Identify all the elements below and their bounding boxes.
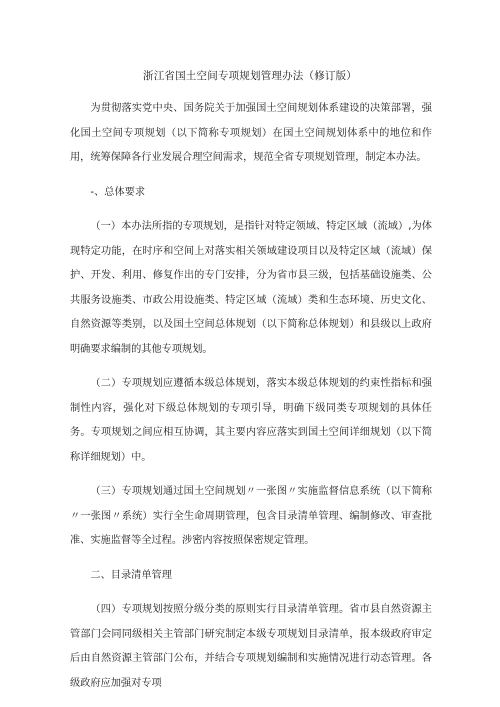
paragraph-article-3: （三）专项规划通过国土空间规划〃一张图〃实施监督信息系统（以下简称〃一张图〃系统）实行全生命周期管理，包含目录清单管理、编制修改、审查批准、实施监督等全过程。涉密内容按照保密规定管理。 [70,486,432,546]
paragraph-article-2: （二）专项规划应遵循本级总体规划，落实本级总体规划的约束性指标和强制性内容，强化对下级总体规划的专项引导，明确下级同类专项规划的具体任务。专项规划之间应相互协调，其主要内容应落实到国土空间详细规划（以下简称详细规划）中。 [70,378,432,463]
document-title: 浙江省国土空间专项规划管理办法（修订版） [143,70,357,82]
paragraph-article-4: （四）专项规划按照分级分类的原则实行目录清单管理。省市县自然资源主管部门会同同级相关主管部门研究制定本级专项规划目录清单，报本级政府审定后由自然资源主管部门公布，并结合专项规划编制和实施情况进行动态管理。各级政府应加强对专项 [70,604,432,689]
intro-paragraph: 为贯彻落实党中央、国务院关于加强国土空间规划体系建设的决策部署，强化国土空间专项规划（以下简称专项规划）在国土空间规划体系中的地位和作用，统筹保障各行业发展合理空间需求，规范全省专项规划管理，制定本办法。 [70,103,432,163]
document-body [70,97,432,696]
paragraph-article-1: （一）本办法所指的专项规划，是指针对特定领域、特定区域（流域）,为体现特定功能，在时序和空间上对落实相关领域建设项目以及特定区域（流域）保护、开发、利用、修复作出的专门安排，分为省市县三级，包括基础设施类、公共服务设施类、市政公用设施类、特定区域（流域）类和生态环境、历史文化、自然资源等类别，以及国土空间总体规划（以下简称总体规划）和县级以上政府明确要求编制的其他专项规划。 [70,221,432,355]
section-heading-general-requirements: -、总体要求 [90,186,146,198]
section-heading-catalog-management: 二、目录清单管理 [90,569,172,581]
